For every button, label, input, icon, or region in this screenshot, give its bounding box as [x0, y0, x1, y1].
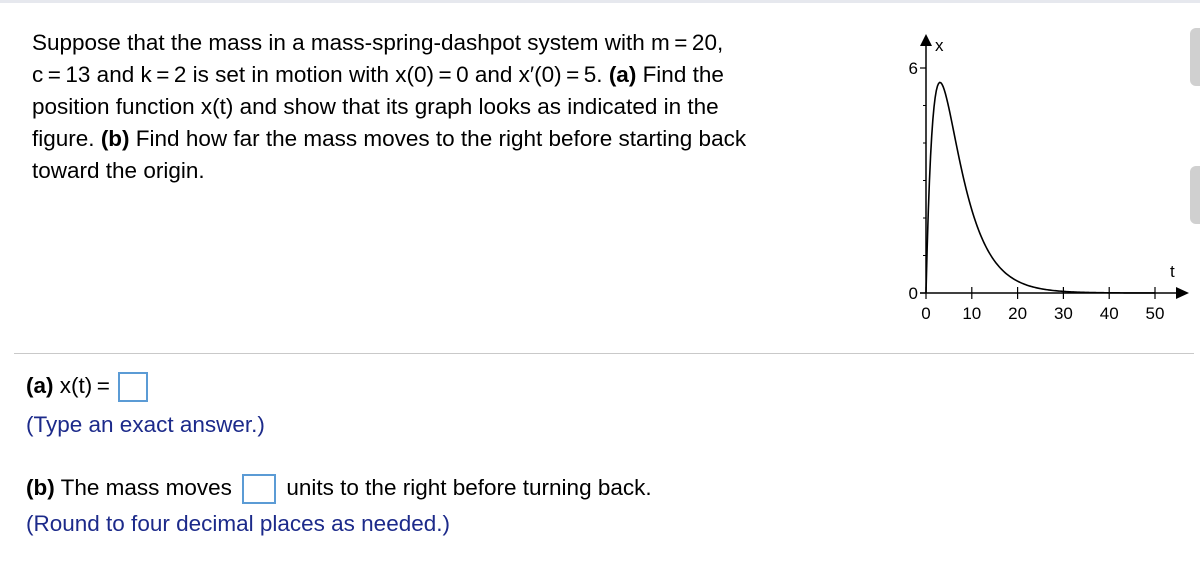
- answer-b-row: [26, 473, 652, 504]
- answer-a-hint: (Type an exact answer.): [26, 412, 265, 437]
- problem-statement: [32, 27, 862, 187]
- answer-b-prefix: The mass moves: [54, 475, 239, 500]
- x-tick-label: 30: [1053, 304, 1073, 323]
- x-tick-label: 40: [1099, 304, 1119, 323]
- answer-a-tag: (a): [26, 373, 54, 398]
- scroll-handle-upper[interactable]: [1190, 28, 1200, 86]
- answer-b-input[interactable]: [242, 474, 276, 504]
- problem-line-4: figure. (b) Find how far the mass moves to the right before starting back: [32, 126, 747, 151]
- x-tick-label: 0: [921, 304, 931, 323]
- problem-line-1: Suppose that the mass in a mass-spring-dashpot system with m = 20,: [32, 30, 724, 55]
- x-tick-label: 10: [962, 304, 982, 323]
- y-tick-group: [909, 59, 926, 303]
- x-tick-label: 50: [1145, 304, 1165, 323]
- y-axis-label: x: [935, 36, 944, 55]
- scroll-handle-lower[interactable]: [1190, 166, 1200, 224]
- top-border: [0, 0, 1200, 3]
- answer-a-label: x(t) =: [53, 373, 115, 398]
- answer-b-tag: (b): [26, 475, 55, 500]
- answer-a-row: [26, 371, 152, 402]
- x-axis-label: t: [1170, 262, 1175, 281]
- answer-b-hint: (Round to four decimal places as needed.): [26, 511, 450, 536]
- problem-line-5: toward the origin.: [32, 158, 205, 183]
- position-curve: [926, 82, 1155, 293]
- position-graph: [890, 20, 1195, 335]
- y-tick-label: 0: [908, 284, 918, 303]
- section-divider: [14, 353, 1194, 354]
- y-axis-arrowhead: [920, 34, 932, 46]
- x-tick-label: 20: [1008, 304, 1028, 323]
- x-axis-arrowhead: [1176, 287, 1189, 299]
- part-b-tag: (b): [100, 126, 130, 151]
- y-tick-label: 6: [908, 59, 918, 78]
- answer-a-input[interactable]: [118, 372, 148, 402]
- answer-b-suffix: units to the right before turning back.: [280, 475, 652, 500]
- problem-line-3: position function x(t) and show that its graph looks as indicated in the: [32, 94, 719, 119]
- problem-line-2: c = 13 and k = 2 is set in motion with x(0) = 0 and x′(0) = 5. (a) Find the: [32, 62, 724, 87]
- part-a-tag: (a): [608, 62, 637, 87]
